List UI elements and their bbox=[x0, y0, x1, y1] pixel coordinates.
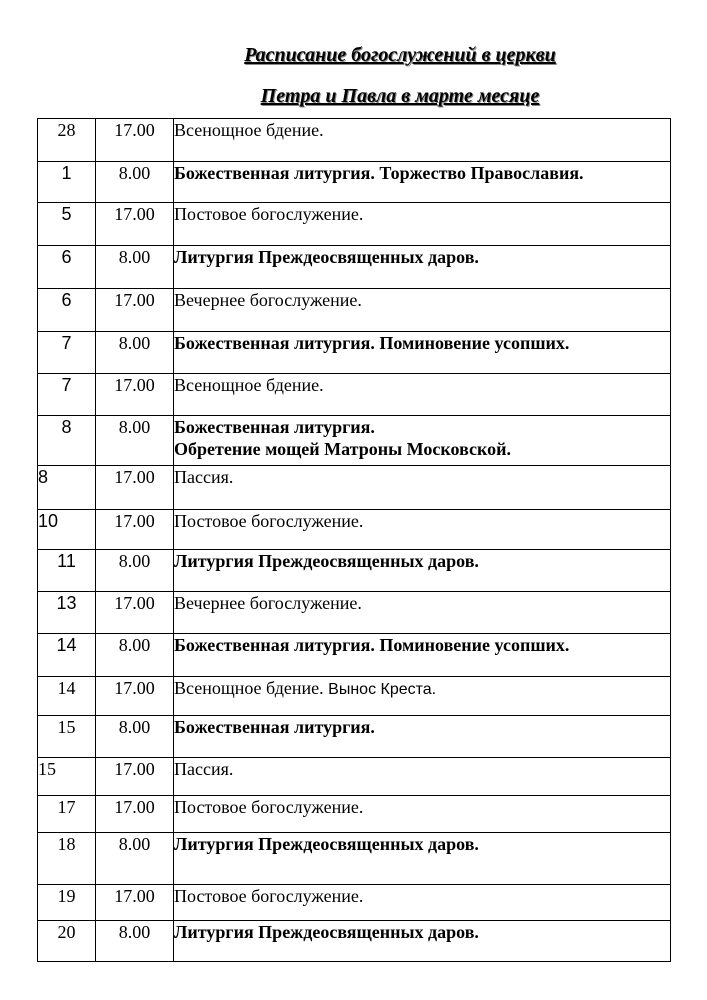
date-cell: 8 bbox=[38, 466, 96, 510]
time-cell: 17.00 bbox=[96, 677, 174, 716]
table-row bbox=[38, 510, 671, 550]
date-cell: 14 bbox=[38, 677, 96, 716]
time-cell: 17.00 bbox=[96, 510, 174, 550]
time-cell: 17.00 bbox=[96, 119, 174, 162]
service-line-2: Обретение мощей Матроны Московской. bbox=[174, 439, 512, 459]
date-cell: 7 bbox=[38, 332, 96, 374]
service-cell: Всенощное бдение. bbox=[174, 119, 671, 162]
time-cell: 17.00 bbox=[96, 289, 174, 332]
date-cell: 10 bbox=[38, 510, 96, 550]
time-cell: 17.00 bbox=[96, 466, 174, 510]
table-row bbox=[38, 550, 671, 592]
time-cell: 17.00 bbox=[96, 374, 174, 416]
service-cell: Литургия Преждеосвященных даров. bbox=[174, 246, 671, 289]
service-cell: Литургия Преждеосвященных даров. bbox=[174, 921, 671, 962]
service-extra-text: Вынос Креста. bbox=[328, 681, 437, 698]
date-cell: 17 bbox=[38, 796, 96, 833]
time-cell: 17.00 bbox=[96, 796, 174, 833]
table-row bbox=[38, 416, 671, 466]
table-row bbox=[38, 634, 671, 677]
service-cell: Литургия Преждеосвященных даров. bbox=[174, 833, 671, 885]
service-cell: Вечернее богослужение. bbox=[174, 592, 671, 634]
service-cell bbox=[174, 416, 671, 466]
table-row bbox=[38, 332, 671, 374]
date-cell: 1 bbox=[38, 162, 96, 203]
time-cell: 8.00 bbox=[96, 550, 174, 592]
date-cell: 8 bbox=[38, 416, 96, 466]
service-cell: Постовое богослужение. bbox=[174, 885, 671, 921]
date-cell: 28 bbox=[38, 119, 96, 162]
date-cell: 20 bbox=[38, 921, 96, 962]
time-cell: 17.00 bbox=[96, 592, 174, 634]
table-row bbox=[38, 885, 671, 921]
time-cell: 8.00 bbox=[96, 921, 174, 962]
service-cell: Божественная литургия. Поминовение усопших. bbox=[174, 634, 671, 677]
date-cell: 6 bbox=[38, 289, 96, 332]
service-line-1: Божественная литургия. bbox=[174, 417, 375, 437]
service-cell: Постовое богослужение. bbox=[174, 510, 671, 550]
page-title-line-2: Петра и Павла в марте месяце bbox=[260, 85, 540, 107]
service-cell: Вечернее богослужение. bbox=[174, 289, 671, 332]
date-cell: 19 bbox=[38, 885, 96, 921]
table-row bbox=[38, 374, 671, 416]
schedule-table bbox=[37, 118, 671, 962]
table-row bbox=[38, 203, 671, 246]
time-cell: 8.00 bbox=[96, 246, 174, 289]
table-row bbox=[38, 677, 671, 716]
table-row bbox=[38, 796, 671, 833]
time-cell: 8.00 bbox=[96, 332, 174, 374]
date-cell: 11 bbox=[38, 550, 96, 592]
service-cell: Пассия. bbox=[174, 466, 671, 510]
time-cell: 8.00 bbox=[96, 162, 174, 203]
table-row bbox=[38, 921, 671, 962]
service-cell: Божественная литургия. Торжество Православия. bbox=[174, 162, 671, 203]
service-cell: Всенощное бдение. bbox=[174, 374, 671, 416]
time-cell: 17.00 bbox=[96, 203, 174, 246]
service-cell: Божественная литургия. bbox=[174, 716, 671, 758]
date-cell: 18 bbox=[38, 833, 96, 885]
service-text: Всенощное бдение. bbox=[174, 678, 324, 698]
service-cell: Божественная литургия. Поминовение усопших. bbox=[174, 332, 671, 374]
table-row bbox=[38, 162, 671, 203]
time-cell: 17.00 bbox=[96, 758, 174, 796]
table-row bbox=[38, 246, 671, 289]
time-cell: 8.00 bbox=[96, 634, 174, 677]
date-cell: 7 bbox=[38, 374, 96, 416]
time-cell: 17.00 bbox=[96, 885, 174, 921]
date-cell: 14 bbox=[38, 634, 96, 677]
table-row bbox=[38, 592, 671, 634]
table-row bbox=[38, 716, 671, 758]
table-row bbox=[38, 833, 671, 885]
time-cell: 8.00 bbox=[96, 716, 174, 758]
table-row bbox=[38, 119, 671, 162]
date-cell: 6 bbox=[38, 246, 96, 289]
service-cell: Постовое богослужение. bbox=[174, 796, 671, 833]
service-cell bbox=[174, 677, 671, 716]
page-title-line-1: Расписание богослужений в церкви bbox=[244, 44, 556, 66]
date-cell: 15 bbox=[38, 758, 96, 796]
table-row bbox=[38, 758, 671, 796]
table-row bbox=[38, 466, 671, 510]
date-cell: 5 bbox=[38, 203, 96, 246]
time-cell: 8.00 bbox=[96, 833, 174, 885]
service-cell: Пассия. bbox=[174, 758, 671, 796]
service-cell: Литургия Преждеосвященных даров. bbox=[174, 550, 671, 592]
date-cell: 13 bbox=[38, 592, 96, 634]
date-cell: 15 bbox=[38, 716, 96, 758]
table-row bbox=[38, 289, 671, 332]
time-cell: 8.00 bbox=[96, 416, 174, 466]
service-cell: Постовое богослужение. bbox=[174, 203, 671, 246]
